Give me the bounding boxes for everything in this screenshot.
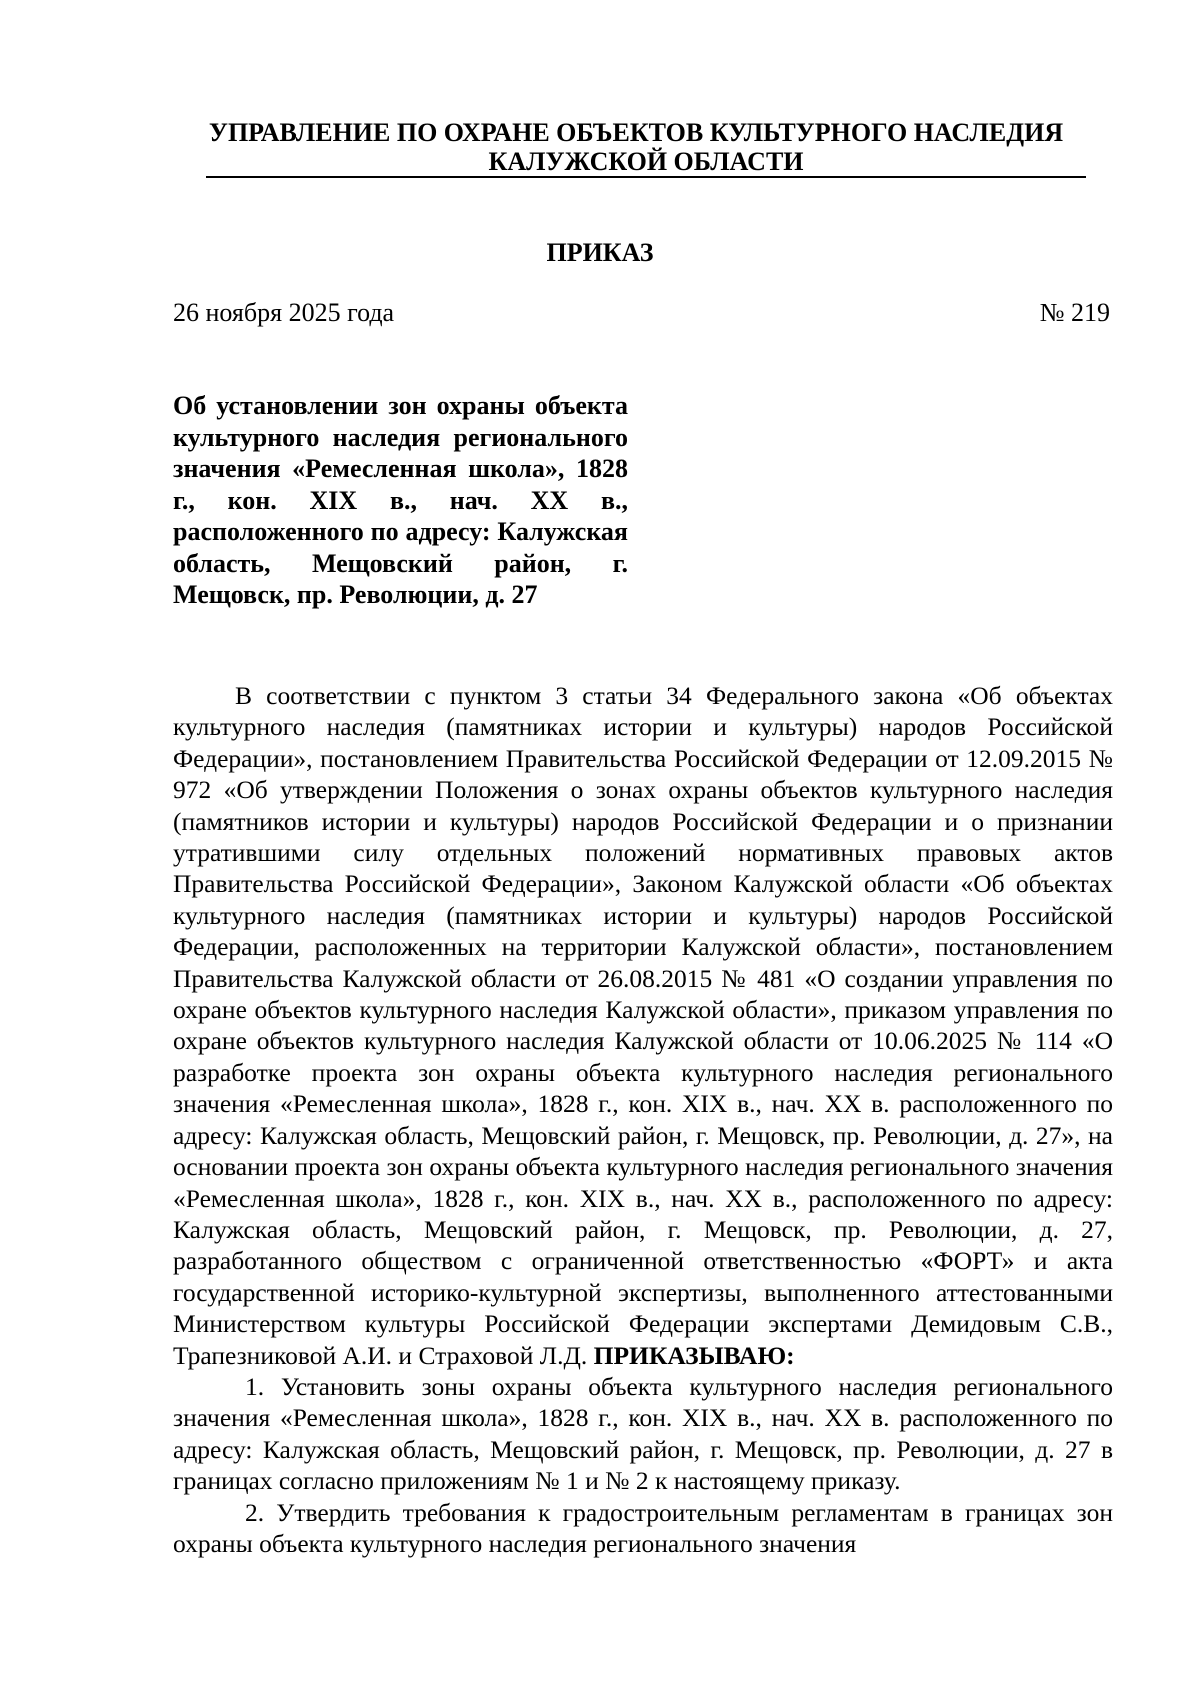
organization-header [196,118,1076,178]
document-body [173,680,1113,1559]
document-subject: Об установлении зон охраны объекта культурного наследия регионального значения «Ремесленная школа», 1828 г., кон. XIX в., нач. XX в., расположенного по адресу: Калужская область, Мещовский район, г. Мещовск, пр. Революции, д. 27 [173,391,628,609]
document-date: 26 ноября 2025 года [173,298,395,327]
organization-name-line1: УПРАВЛЕНИЕ ПО ОХРАНЕ ОБЪЕКТОВ КУЛЬТУРНОГО НАСЛЕДИЯ [208,118,1064,147]
document-type: ПРИКАЗ [546,238,654,267]
order-item-1: 1. Установить зоны охраны объекта культурного наследия регионального значения «Ремесленная школа», 1828 г., кон. XIX в., нач. XX в. расположенного по адресу: Калужская область, Мещовский район, г. Мещовск, пр. Революции, д. 27 в границах согласно приложениям № 1 и № 2 к настоящему приказу. [173,1371,1113,1496]
preamble-text: В соответствии с пунктом 3 статьи 34 Федерального закона «Об объектах культурного наследия (памятниках истории и культуры) народов Российской Федерации», постановлением Правительства Российской Федерации от 12.09.2015 № 972 «Об утверждении Положения о зонах охраны объектов культурного наследия (памятников истории и культуры) народов Российской Федерации и о признании утратившими силу отдельных положений нормативных правовых актов Правительства Российской Федерации», Законом Калужской области «Об объектах культурного наследия (памятниках истории и культуры) народов Российской Федерации, расположенных на территории Калужской области», постановлением Правительства Калужской области от 26.08.2015 № 481 «О создании управления по охране объектов культурного наследия Калужской области», приказом управления по охране объектов культурного наследия Калужской области от 10.06.2025 № 114 «О разработке проекта зон охраны объекта культурного наследия регионального значения «Ремесленная школа», 1828 г., кон. XIX в., нач. XX в. расположенного по адресу: Калужская область, Мещовский район, г. Мещовск, пр. Революции, д. 27», на основании проекта зон охраны объекта культурного наследия регионального значения «Ремесленная школа», 1828 г., кон. XIX в., нач. XX в., расположенного по адресу: Калужская область, Мещовский район, г. Мещовск, пр. Революции, д. 27, разработанного обществом с ограниченной ответственностью «ФОРТ» и акта государственной историко-культурной экспертизы, выполненного аттестованными Министерством культуры Российской Федерации экспертами Демидовым С.В., Трапезниковой А.И. и Страховой Л.Д. [173,681,1113,1370]
order-item-2: 2. Утвердить требования к градостроительным регламентам в границах зон охраны объекта культурного наследия регионального значения [173,1497,1113,1558]
document-number: № 219 [1039,298,1110,327]
order-word: ПРИКАЗЫВАЮ: [593,1340,795,1370]
organization-name-line2: КАЛУЖСКОЙ ОБЛАСТИ [206,148,1086,178]
preamble-paragraph [173,680,1113,1371]
